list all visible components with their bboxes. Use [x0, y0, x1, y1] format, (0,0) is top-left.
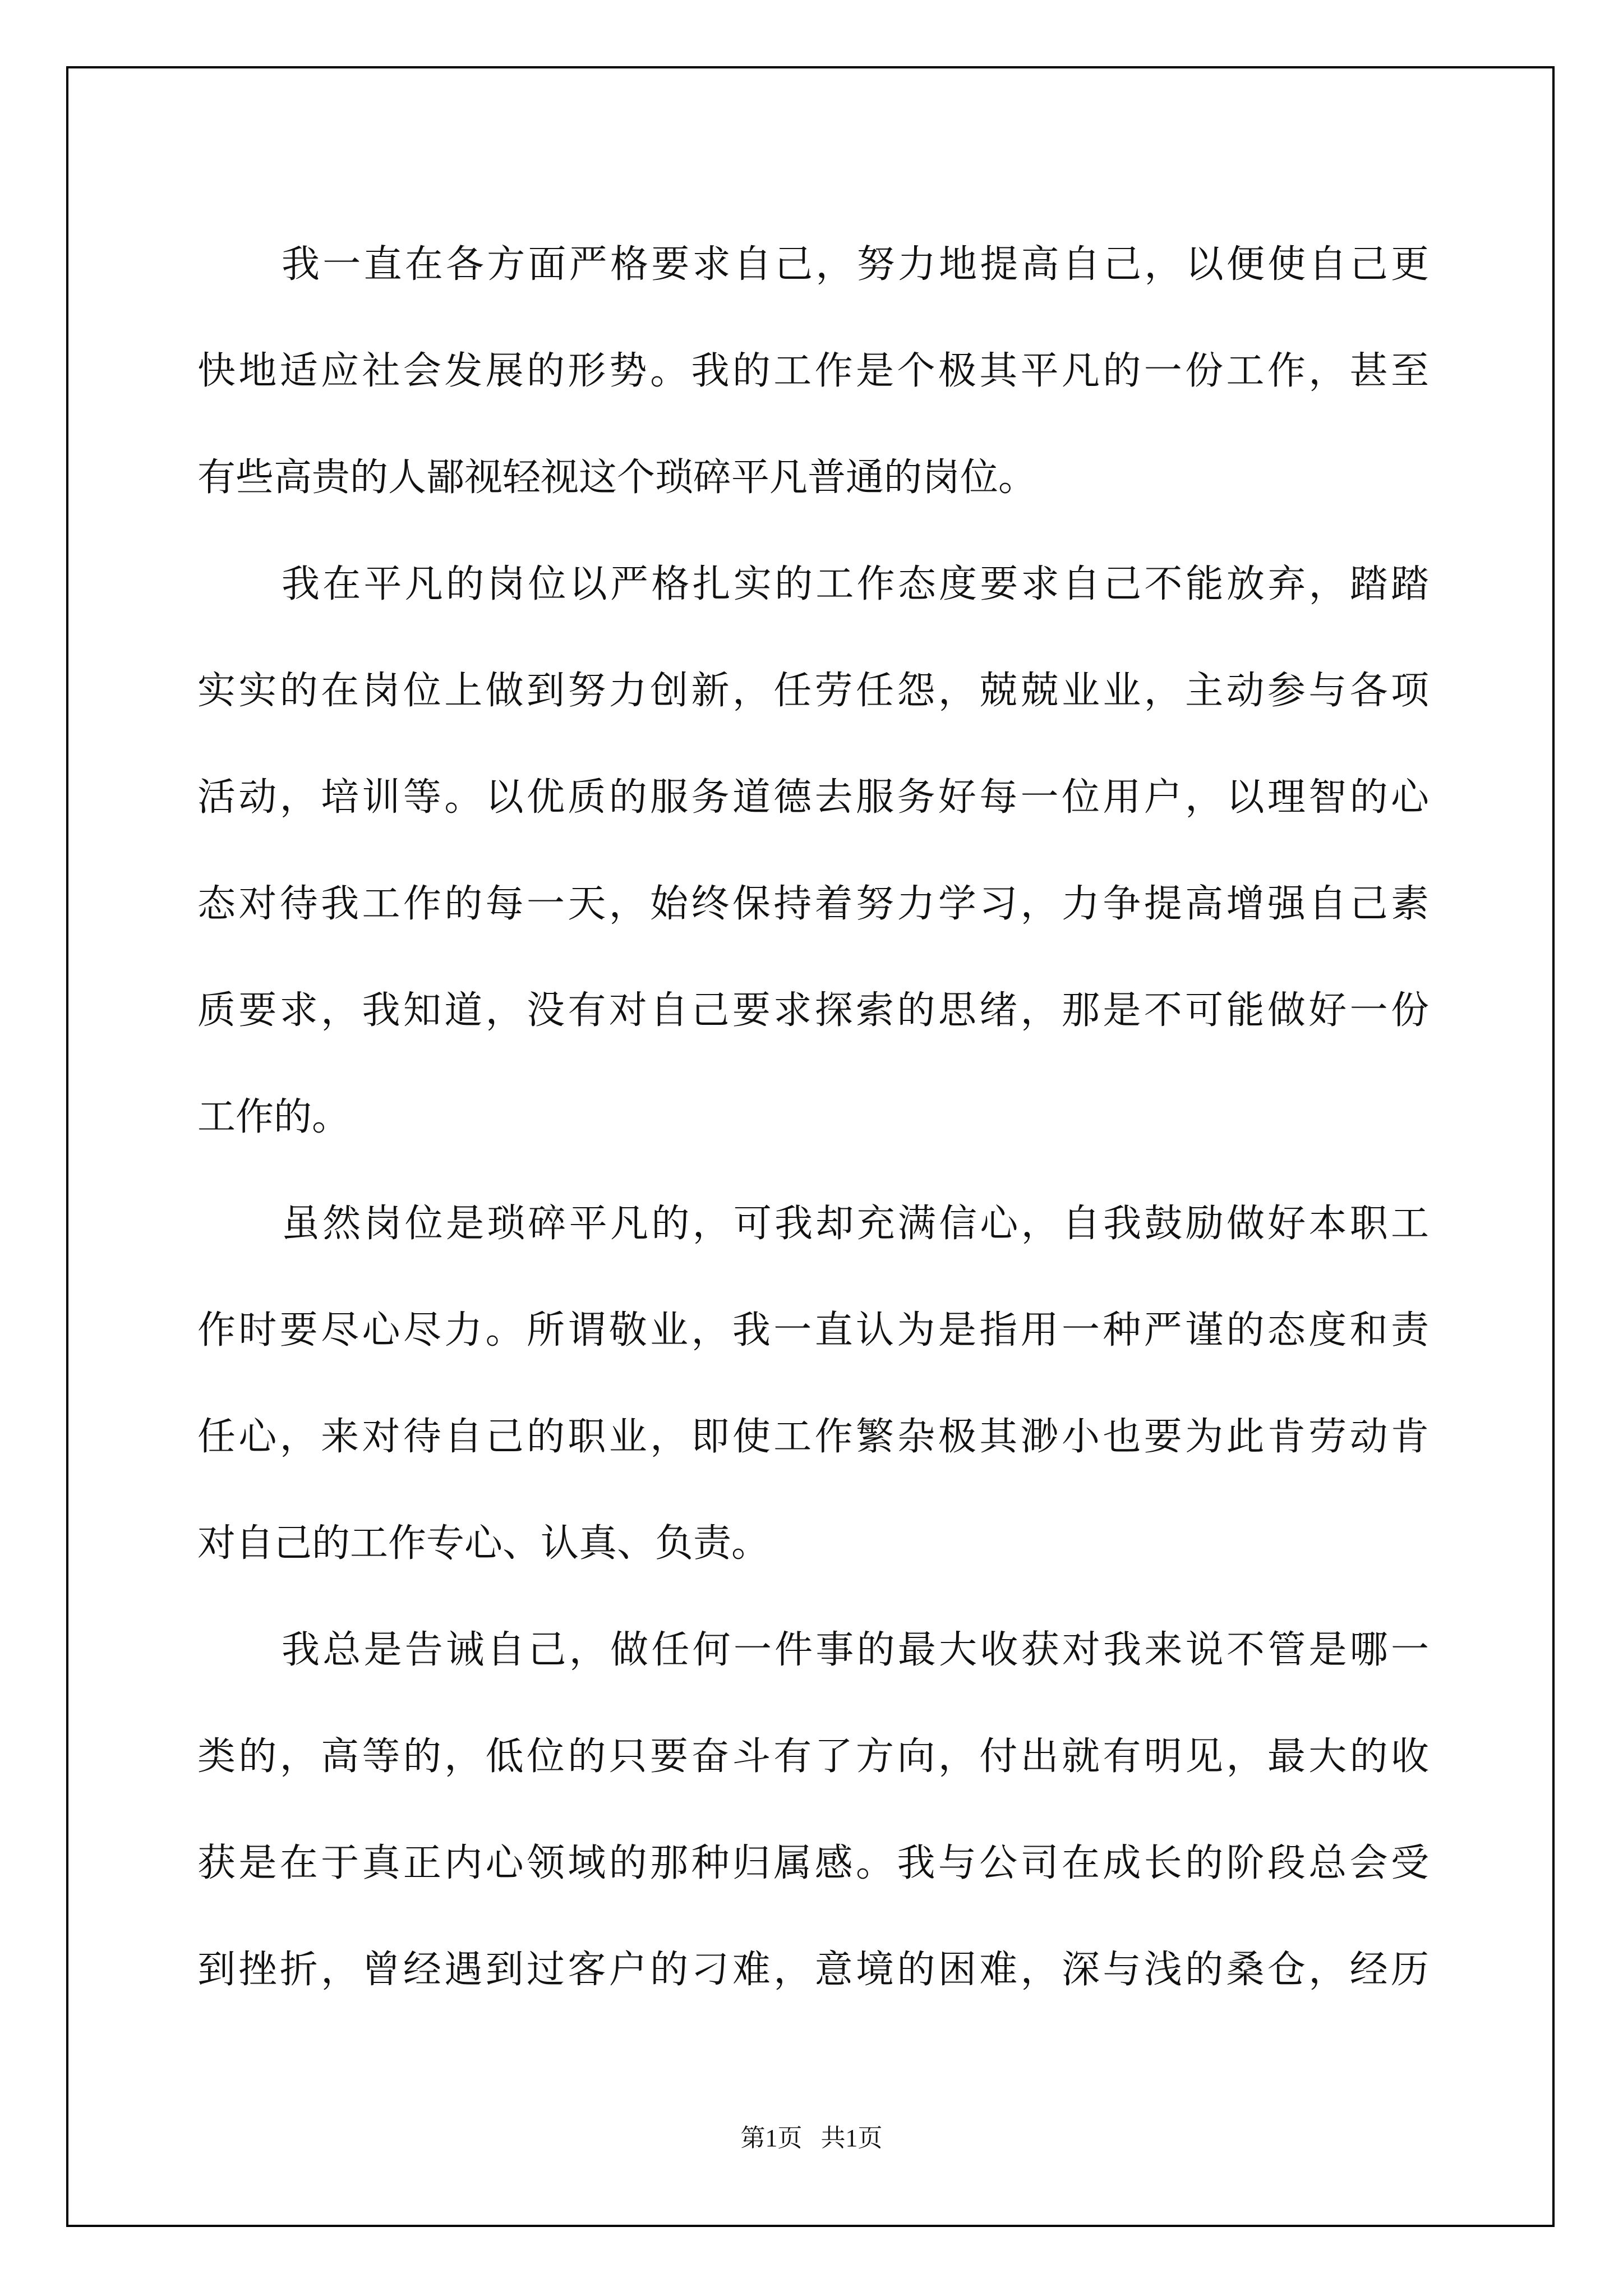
page-number-footer: 第1页 共1页	[740, 2124, 883, 2152]
paragraph-2-line-1: 我在平凡的岗位以严格扎实的工作态度要求自己不能放弃，踏踏	[282, 562, 1429, 606]
paragraph-2-line-5: 质要求，我知道，没有对自己要求探索的思绪，那是不可能做好一份	[197, 988, 1429, 1033]
paragraph-1-line-1: 我一直在各方面严格要求自己，努力地提高自己，以便使自己更	[282, 242, 1429, 287]
paragraph-3-line-1: 虽然岗位是琐碎平凡的，可我却充满信心，自我鼓励做好本职工	[282, 1202, 1429, 1246]
paragraph-2-line-2: 实实的在岗位上做到努力创新，任劳任怨，兢兢业业，主动参与各项	[197, 669, 1429, 713]
paragraph-2-line-6: 工作的。	[197, 1095, 351, 1139]
paragraph-1-line-3: 有些高贵的人鄙视轻视这个琐碎平凡普通的岗位。	[197, 455, 1037, 500]
document-body	[197, 211, 1429, 2023]
paragraph-4-line-1: 我总是告诫自己，做任何一件事的最大收获对我来说不管是哪一	[282, 1628, 1429, 1672]
paragraph-3-line-4: 对自己的工作专心、认真、负责。	[197, 1521, 770, 1566]
paragraph-3-line-2: 作时要尽心尽力。所谓敬业，我一直认为是指用一种严谨的态度和责	[197, 1308, 1429, 1352]
paragraph-2-line-3: 活动，培训等。以优质的服务道德去服务好每一位用户，以理智的心	[197, 775, 1429, 820]
paragraph-3-line-3: 任心，来对待自己的职业，即使工作繁杂极其渺小也要为此肯劳动肯	[197, 1415, 1429, 1459]
paragraph-2-line-4: 态对待我工作的每一天，始终保持着努力学习，力争提高增强自己素	[197, 882, 1429, 926]
paragraph-4-line-3: 获是在于真正内心领域的那种归属感。我与公司在成长的阶段总会受	[197, 1841, 1429, 1885]
paragraph-4-line-4: 到挫折，曾经遇到过客户的刁难，意境的困难，深与浅的桑仓，经历	[197, 1948, 1429, 1992]
paragraph-4-line-2: 类的，高等的，低位的只要奋斗有了方向，付出就有明见，最大的收	[197, 1734, 1429, 1779]
paragraph-1-line-2: 快地适应社会发展的形势。我的工作是个极其平凡的一份工作，甚至	[197, 349, 1429, 393]
